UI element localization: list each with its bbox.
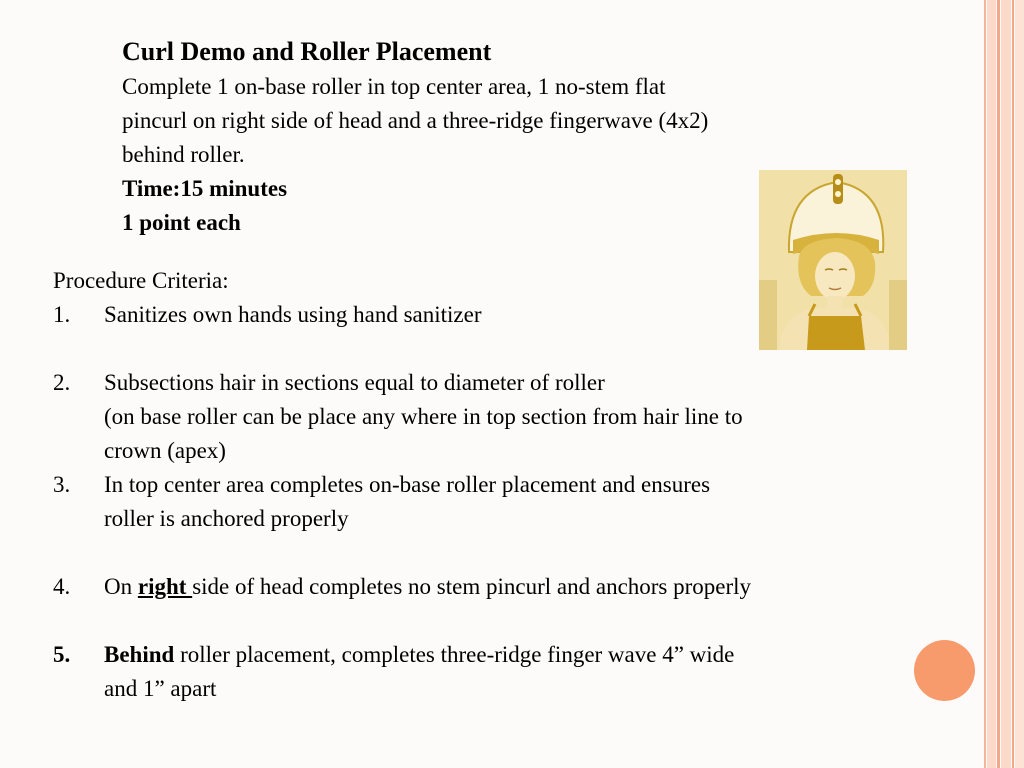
item-number: 5.	[53, 642, 71, 667]
criteria-item	[53, 298, 933, 332]
procedure-criteria	[53, 264, 933, 706]
item-number: 3.	[53, 472, 71, 497]
item-text: crown (apex)	[104, 438, 226, 463]
decorative-circle	[914, 640, 975, 701]
item-text: roller placement, completes three-ridge finger wave 4” wide	[174, 642, 735, 667]
task-description-line: Complete 1 on-base roller in top center area, 1 no-stem flat	[122, 74, 666, 99]
criteria-item	[53, 638, 933, 706]
item-text: side of head completes no stem pincurl and anchors properly	[192, 574, 752, 599]
item-text: Sanitizes own hands using hand sanitizer	[104, 302, 482, 327]
emphasis-text: Behind	[104, 642, 175, 667]
task-description-line: pincurl on right side of head and a three-ridge fingerwave (4x2)	[122, 108, 709, 133]
item-number: 2.	[53, 370, 71, 395]
item-text: On	[104, 574, 138, 599]
task-description-line: behind roller.	[122, 142, 245, 167]
item-text: In top center area completes on-base roller placement and ensures	[104, 472, 711, 497]
item-text: and 1” apart	[104, 676, 217, 701]
item-text: Subsections hair in sections equal to diameter of roller	[104, 370, 605, 395]
decorative-border	[976, 0, 1024, 768]
criteria-item	[53, 366, 933, 468]
item-number: 4.	[53, 574, 71, 599]
criteria-item	[53, 570, 933, 604]
item-number: 1.	[53, 302, 71, 327]
time-limit: Time:15 minutes	[122, 176, 288, 201]
emphasis-text: right	[137, 574, 193, 599]
item-text: (on base roller can be place any where in top section from hair line to	[104, 404, 743, 429]
points-value: 1 point each	[122, 210, 241, 235]
item-text: roller is anchored properly	[104, 506, 349, 531]
slide-title: Curl Demo and Roller Placement	[122, 37, 492, 66]
criteria-item	[53, 468, 933, 536]
criteria-header: Procedure Criteria:	[53, 268, 229, 293]
